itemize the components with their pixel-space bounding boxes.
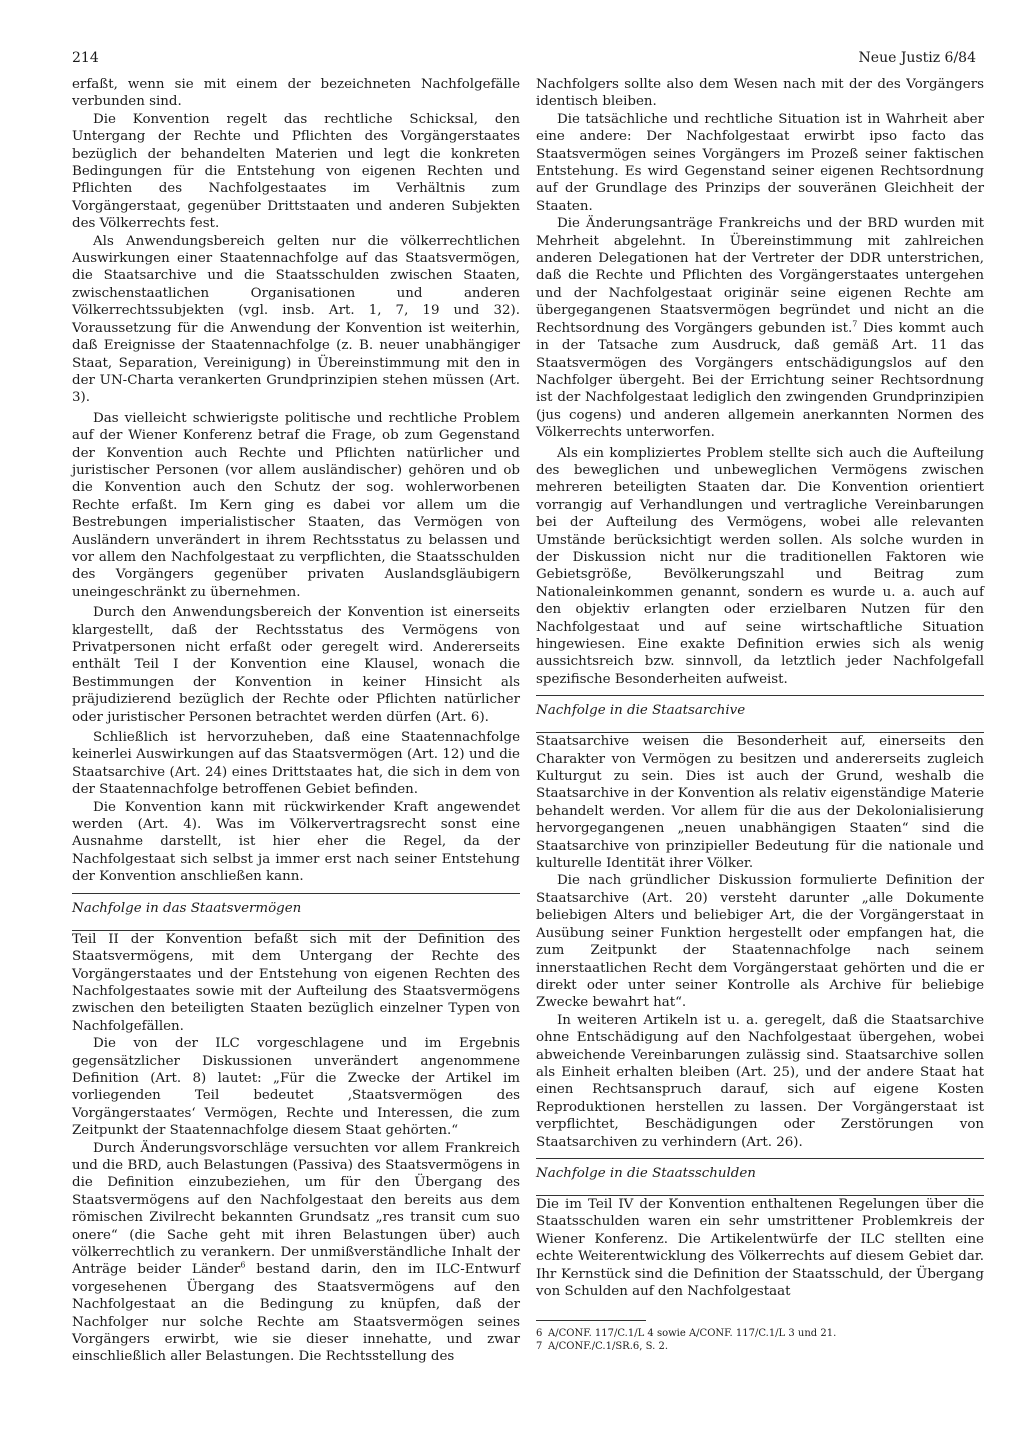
footnote-text: A/CONF./C.1/SR.6, S. 2. [548, 1341, 668, 1353]
paragraph: erfaßt, wenn sie mit einem der bezeichneten Nachfolgefälle verbunden sind. [72, 77, 520, 110]
paragraph: Das vielleicht schwierigste politische und rechtliche Problem auf der Wiener Konferenz betraf die Frage, ob zum Gegenstand der Konvention auch Rechte und Pflichten natürlicher und juristischer Personen (vor allem ausländischer) gehören und ob die Konvention auch den Schutz der sog. wohlerworbenen Rechte erfaßt. Im Kern ging es dabei vor allem um die Bestrebungen imperialistischer Staaten, das Vermögen von Ausländern unverändert in ihrem Rechtsstatus zu belassen und vor allem den Nachfolgestaat zu verpflichten, die Staatsschulden des Vorgängers gegenüber privaten Auslandsgläubigern uneingeschränkt zu übernehmen. [72, 410, 520, 600]
paragraph: Staatsarchive weisen die Besonderheit auf, einerseits den Charakter von Vermögen zu besitzen und andererseits zugleich Kulturgut zu sein. Dies ist auch der Grund, weshalb die Staatsarchive in der Konvention als relativ eigenständige Materie behandelt werden. Vor allem für die aus der Dekolonialisierung hervorgegangenen „neuen unabhängigen Staaten“ sind die Staatsarchive von prinzipieller Bedeutung für die nationale und kulturelle Identität ihrer Völker. [536, 734, 984, 872]
right-column [536, 76, 984, 1353]
footnote [536, 1340, 984, 1353]
page-number: 214 [72, 50, 99, 66]
paragraph-text: Die Änderungsanträge Frankreichs und der BRD wurden mit Mehrheit abgelehnt. In Übereinstimmung mit zahlreichen anderen Delegationen hat der Vertreter der DDR unterstrichen, daß die Rechte und Pflichten des Vorgängerstaates untergehen und der Nachfolgestaat originär seine eigenen Rechte am übergegangenen Staatsvermögen begründet und nicht an die Rechtsordnung des Vorgängers gebunden ist. [536, 216, 984, 336]
section-heading-staatsvermoegen [72, 893, 520, 931]
paragraph: Die nach gründlicher Diskussion formulierte Definition der Staatsarchive (Art. 20) versteht darunter „alle Dokumente beliebigen Alters und beliebiger Art, die der Vorgängerstaat in Ausübung seiner Funktion hergestellt oder empfangen hat, die zum Zeitpunkt der Staatennachfolge nach seinem innerstaatlichen Recht dem Vorgängerstaat gehörten und die er direkt oder unter seiner Kontrolle als Archive für beliebige Zwecke bewahrt hat“. [536, 873, 984, 1011]
footnotes [536, 1327, 984, 1353]
journal-title: Neue Justiz 6/84 [858, 50, 976, 66]
left-column [72, 76, 520, 1366]
section-title: Nachfolge in das Staatsvermögen [72, 900, 302, 916]
paragraph: Die tatsächliche und rechtliche Situation ist in Wahrheit aber eine andere: Der Nachfolgestaat erwirbt ipso facto das Staatsvermögen seines Vorgängers im Prozeß seiner faktischen Entstehung. Es wird Gegenstand seiner eigenen Rechtsordnung auf der Grundlage des Prinzips der souveränen Gleichheit der Staaten. [536, 111, 984, 214]
paragraph: Die Konvention regelt das rechtliche Schicksal, den Untergang der Rechte und Pflichten des Vorgängerstaates bezüglich der behandelten Materien und legt die konkreten Bedingungen für die Entstehung von eigenen Rechten und Pflichten des Nachfolgestaates im Verhältnis zum Vorgängerstaat, gegenüber Drittstaaten und anderen Subjekten des Völkerrechts fest. [72, 111, 520, 232]
paragraph [72, 1140, 520, 1366]
paragraph: Die Konvention kann mit rückwirkender Kraft angewendet werden (Art. 4). Was im Völkervertragsrecht sonst eine Ausnahme darstellt, ist hier eher die Regel, da der Nachfolgestaat sich selbst ja immer erst nach seiner Entstehung der Konvention anschließen kann. [72, 799, 520, 885]
paragraph-text: Durch Änderungsvorschläge versuchten vor allem Frankreich und die BRD, auch Belastungen (Passiva) des Staatsvermögens in die Definition einzubeziehen, um für den Übergang des Staatsvermögens auf den Nachfolgestaat den bereits aus dem römischen Zivilrecht bekannten Grundsatz „res transit cum suo onere“ (die Sache geht mit ihren Belastungen über) auch völkerrechtlich zu verankern. Der unmißverständliche Inhalt der Anträge beider Länder [72, 1140, 520, 1278]
paragraph: Als ein kompliziertes Problem stellte sich auch die Aufteilung des beweglichen und unbeweglichen Vermögens zwischen mehreren beteiligten Staaten dar. Die Konvention orientiert vorrangig auf Verhandlungen und vertragliche Vereinbarungen bei der Aufteilung des Vermögens, wobei alle relevanten Umstände berücksichtigt werden sollen. Als solche wurden in der Diskussion nicht nur die traditionellen Faktoren wie Gebietsgröße, Bevölkerungszahl und Beitrag zum Nationaleinkommen genannt, sondern es wurde u. a. auch auf den objektiv erlangten oder erzielbaren Nutzen für den Nachfolgestaat und auf seine wirtschaftliche Situation hingewiesen. Eine exakte Definition erwies sich als wenig aussichtsreich bzw. sinnvoll, da letztlich jeder Nachfolgefall spezifische Besonderheiten aufweist. [536, 445, 984, 687]
section-heading-staatsschulden [536, 1158, 984, 1196]
paragraph: Als Anwendungsbereich gelten nur die völkerrechtlichen Auswirkungen einer Staatennachfolge auf das Staatsvermögen, die Staatsarchive und die Staatsschulden zwischen Staaten, zwischenstaatlichen Organisationen und anderen Völkerrechtssubjekten (vgl. insb. Art. 1, 7, 19 und 32). Voraussetzung für die Anwendung der Konvention ist weiterhin, daß Ereignisse der Staatennachfolge (z. B. neuer unabhängiger Staat, Separation, Vereinigung) in Übereinstimmung mit den in der UN-Charta verankerten Grundprinzipien stehen müssen (Art. 3). [72, 233, 520, 406]
paragraph-text: Dies kommt auch in der Tatsache zum Ausdruck, daß gemäß Art. 11 das Staatsvermögen des Vorgängers entschädigungslos auf den Nachfolger übergeht. Bei der Errichtung seiner Rechtsordnung ist der Nachfolgestaat lediglich den zwingenden Grundprinzipien (jus cogens) und anderen allgemein anerkannten Normen des Völkerrechts unterworfen. [536, 320, 984, 441]
paragraph-text: bestand darin, den im ILC-Entwurf vorgesehenen Übergang des Staatsvermögens auf den Nachfolgestaat an die Bedingung zu knüpfen, daß der Nachfolger nur solche Rechte am Staatsvermögen seines Vorgängers erwirbt, wie sie dieser innehatte, und zwar einschließlich aller Belastungen. Die Rechtsstellung des [72, 1262, 520, 1365]
footnote-reference[interactable]: 7 [852, 319, 858, 329]
paragraph: In weiteren Artikeln ist u. a. geregelt, daß die Staatsarchive ohne Entschädigung auf den Nachfolgestaat übergehen, wobei abweichende Vereinbarungen zulässig sind. Staatsarchive sollen als Einheit erhalten bleiben (Art. 25), und der andere Staat hat einen Rechtsanspruch darauf, sich auf eigene Kosten Reproduktionen herstellen zu lassen. Der Vorgängerstaat ist verpflichtet, Beschädigungen oder Zerstörungen von Staatsarchiven zu verhindern (Art. 26). [536, 1012, 984, 1150]
paragraph: Die von der ILC vorgeschlagene und im Ergebnis gegensätzlicher Diskussionen unverändert angenommene Definition (Art. 8) lautet: „Für die Zwecke der Artikel im vorliegenden Teil bedeutet ‚Staatsvermögen des Vorgängerstaates‘ Vermögen, Rechte und Interessen, die zum Zeitpunkt der Staatennachfolge diesem Staat gehörten.“ [72, 1036, 520, 1139]
section-title: Nachfolge in die Staatsarchive [536, 703, 746, 719]
paragraph: Teil II der Konvention befaßt sich mit der Definition des Staatsvermögens, mit dem Untergang der Rechte des Vorgängerstaates und der Entstehung von eigenen Rechten des Nachfolgestaates sowie mit der Aufteilung des Staatsvermögens zwischen den beteiligten Staaten bezüglich einzelner Typen von Nachfolgefällen. [72, 931, 520, 1034]
paragraph: Die im Teil IV der Konvention enthaltenen Regelungen über die Staatsschulden waren ein sehr umstrittener Problemkreis der Wiener Konferenz. Die Artikelentwürfe der ILC stellten eine echte Weiterentwicklung des Völkerrechts auf diesem Gebiet dar. Ihr Kernstück sind die Definition der Staatsschuld, der Übergang von Schulden auf den Nachfolgestaat [536, 1196, 984, 1299]
footnote-divider [536, 1320, 646, 1321]
footnote-reference[interactable]: 6 [240, 1260, 246, 1270]
footnote-number: 7 [536, 1341, 543, 1353]
section-heading-staatsarchive [536, 695, 984, 733]
section-title: Nachfolge in die Staatsschulden [536, 1165, 756, 1181]
footnote [536, 1327, 984, 1340]
paragraph: Nachfolgers sollte also dem Wesen nach mit der des Vorgängers identisch bleiben. [536, 77, 984, 110]
paragraph: Durch den Anwendungsbereich der Konvention ist einerseits klargestellt, daß der Rechtsstatus des Vermögens von Privatpersonen nicht erfaßt oder geregelt wird. Andererseits enthält Teil I der Konvention eine Klausel, wonach die Bestimmungen der Konvention in keiner Hinsicht als präjudizierend bezüglich der Rechte oder Pflichten natürlicher oder juristischer Personen betrachtet werden dürfen (Art. 6). [72, 605, 520, 725]
paragraph [536, 215, 984, 441]
page-header [72, 50, 976, 70]
footnote-text: A/CONF. 117/C.1/L 4 sowie A/CONF. 117/C.1/L 3 und 21. [548, 1328, 837, 1340]
paragraph: Schließlich ist hervorzuheben, daß eine Staatennachfolge keinerlei Auswirkungen auf das Staatsvermögen (Art. 12) und die Staatsarchive (Art. 24) eines Drittstaates hat, die sich in dem von der Staatennachfolge betroffenen Gebiet befinden. [72, 730, 520, 798]
footnote-number: 6 [536, 1328, 543, 1340]
